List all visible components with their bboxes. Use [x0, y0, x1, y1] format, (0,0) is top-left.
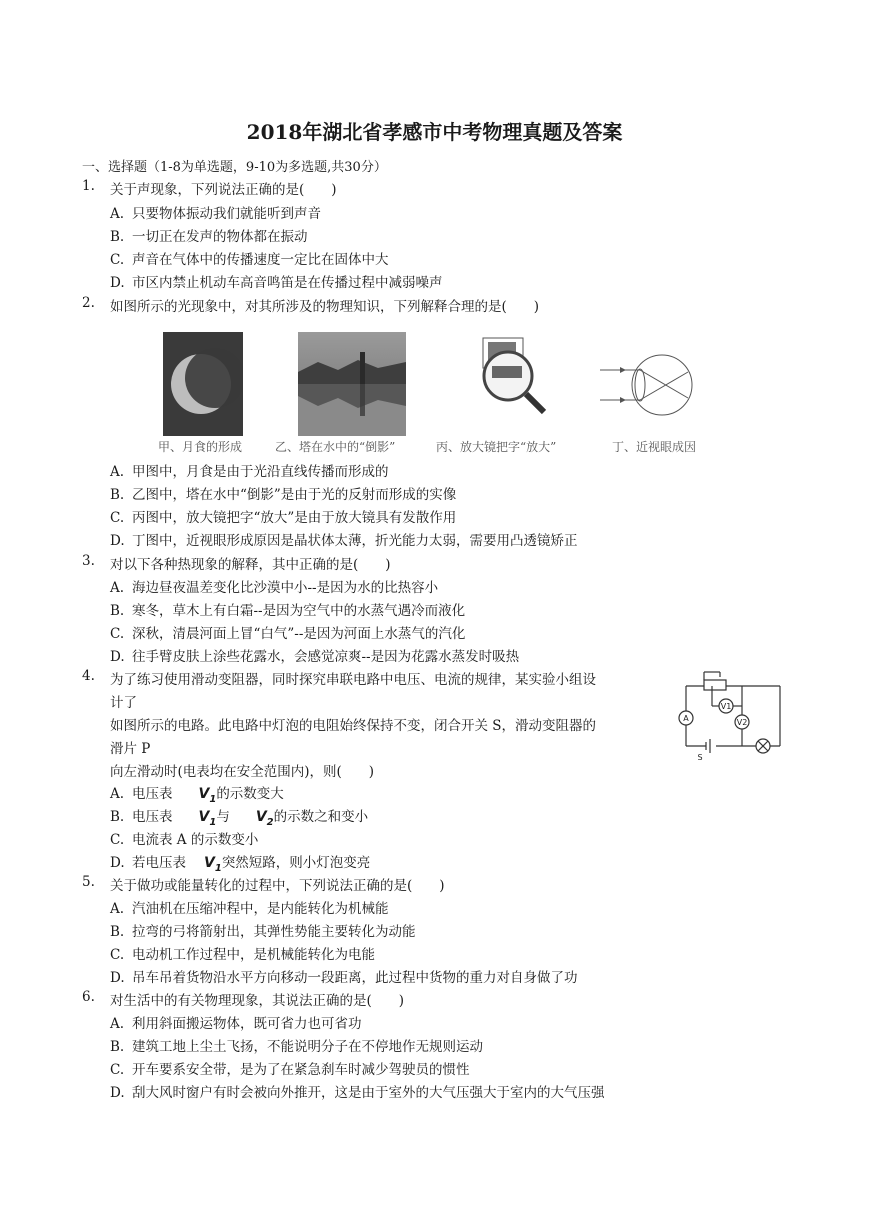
voltmeter-v2-label: V2: [736, 718, 748, 727]
question-number: 6.: [82, 989, 95, 1005]
option-d: D. 刮大风时窗户有时会被向外推开，这是由于室外的大气压强大于室内的大气压强: [110, 1085, 605, 1101]
option-a: A. 汽油机在压缩冲程中，是内能转化为机械能: [110, 901, 389, 917]
magnifier-image: [478, 332, 558, 422]
option-d: D. 吊车吊着货物沿水平方向移动一段距离，此过程中货物的重力对自身做了功: [110, 970, 578, 986]
question-number: 5.: [82, 874, 95, 890]
question-stem-line: 滑片 P: [110, 741, 151, 757]
question-number: 4.: [82, 668, 95, 684]
question-stem: 关于声现象，下列说法正确的是( ): [110, 182, 337, 198]
switch-label: S: [697, 753, 703, 762]
question-stem: 对生活中的有关物理现象，其说法正确的是( ): [110, 993, 405, 1009]
question-number: 2.: [82, 295, 95, 311]
option-c: C. 电动机工作过程中，是机械能转化为电能: [110, 947, 375, 963]
option-b: B. 电压表 $V_1$与 $V_2$的示数之和变小: [110, 809, 369, 828]
question-stem-line: 向左滑动时(电表均在安全范围内)，则( ): [110, 764, 375, 780]
pagoda-reflection-image: [298, 332, 406, 436]
option-b: B. 一切正在发声的物体都在振动: [110, 229, 308, 245]
voltmeter-v1-label: V1: [720, 702, 732, 711]
option-b: B. 寒冬，草木上有白霜--是因为空气中的水蒸气遇冷而液化: [110, 603, 466, 619]
option-d: D. 市区内禁止机动车高音鸣笛是在传播过程中减弱噪声: [110, 275, 443, 291]
option-d: D. 丁图中，近视眼形成原因是晶状体太薄，折光能力太弱，需要用凸透镜矫正: [110, 533, 578, 549]
option-a: A. 电压表 $V_1$的示数变大: [110, 786, 284, 805]
question-stem-line: 计了: [110, 695, 137, 711]
image-caption-ding: 丁、近视眼成因: [612, 440, 697, 454]
lunar-eclipse-image: [163, 332, 243, 436]
option-c: C. 深秋，清晨河面上冒“白气”--是因为河面上水蒸气的汽化: [110, 626, 466, 642]
image-caption-yi: 乙、塔在水中的“倒影”: [275, 440, 396, 454]
image-caption-jia: 甲、月食的形成: [158, 440, 243, 454]
option-b: B. 乙图中，塔在水中“倒影”是由于光的反射而形成的实像: [110, 487, 457, 503]
question-stem: 如图所示的光现象中，对其所涉及的物理知识，下列解释合理的是( ): [110, 299, 540, 315]
option-a: A. 利用斜面搬运物体，既可省力也可省功: [110, 1016, 362, 1032]
option-a: A. 海边昼夜温差变化比沙漠中小--是因为水的比热容小: [110, 580, 439, 596]
option-a: A. 甲图中，月食是由于光沿直线传播而形成的: [110, 464, 389, 480]
circuit-diagram: [676, 660, 790, 764]
question-stem-line: 为了练习使用滑动变阻器，同时探究串联电路中电压、电流的规律，某实验小组设: [110, 672, 596, 688]
section-heading: 一、选择题（1-8为单选题，9-10为多选题,共30分）: [82, 160, 387, 175]
image-caption-bing: 丙、放大镜把字“放大”: [436, 440, 557, 454]
myopia-eye-diagram: [600, 352, 710, 418]
option-a: A. 只要物体振动我们就能听到声音: [110, 206, 321, 222]
question-stem-line: 如图所示的电路。此电路中灯泡的电阻始终保持不变，闭合开关 S，滑动变阻器的: [110, 718, 597, 734]
page-title: 2018年湖北省孝感市中考物理真题及答案: [246, 120, 623, 144]
option-b: B. 建筑工地上尘土飞扬，不能说明分子在不停地作无规则运动: [110, 1039, 483, 1055]
option-c: C. 开车要系安全带，是为了在紧急刹车时减少驾驶员的惯性: [110, 1062, 470, 1078]
question-number: 1.: [82, 178, 95, 194]
option-b: B. 拉弯的弓将箭射出，其弹性势能主要转化为动能: [110, 924, 416, 940]
option-c: C. 丙图中，放大镜把字“放大”是由于放大镜具有发散作用: [110, 510, 457, 526]
option-d: D. 往手臂皮肤上涂些花露水，会感觉凉爽--是因为花露水蒸发时吸热: [110, 649, 520, 665]
question-number: 3.: [82, 553, 95, 569]
question-stem: 关于做功或能量转化的过程中，下列说法正确的是( ): [110, 878, 445, 894]
question-stem: 对以下各种热现象的解释，其中正确的是( ): [110, 557, 391, 573]
option-c: C. 电流表 A 的示数变小: [110, 832, 259, 848]
ammeter-label: A: [683, 714, 689, 723]
option-d: D. 若电压表 $V_1$突然短路，则小灯泡变亮: [110, 855, 371, 874]
option-c: C. 声音在气体中的传播速度一定比在固体中大: [110, 252, 389, 268]
